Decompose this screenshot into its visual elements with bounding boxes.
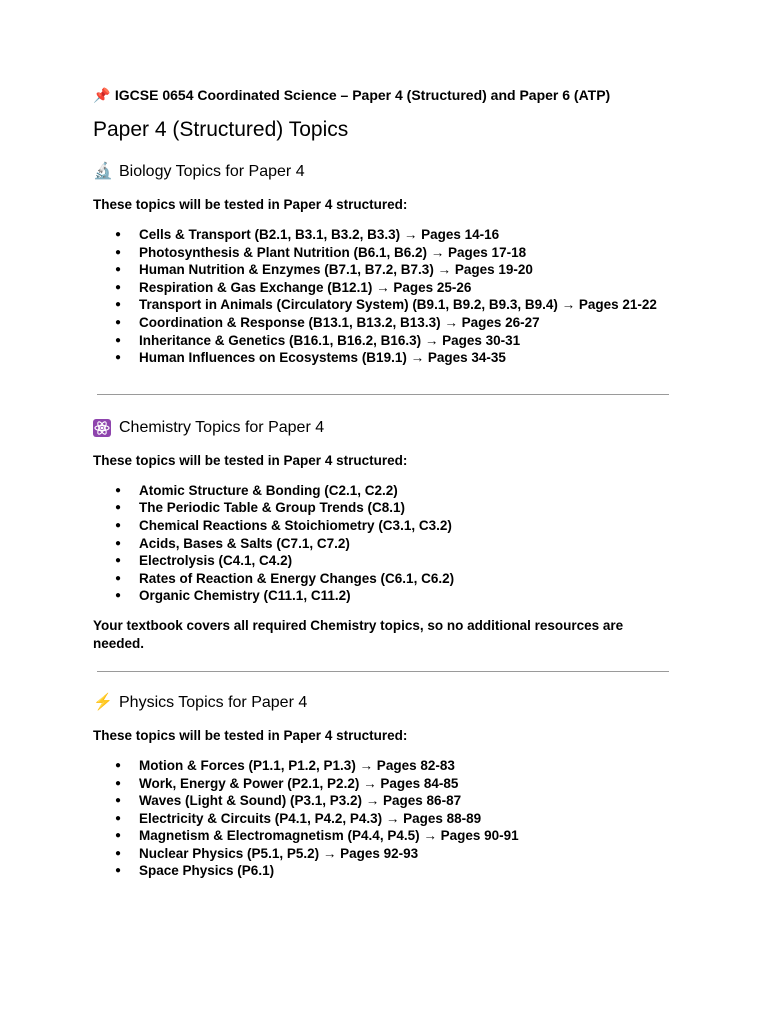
chemistry-heading-text: Chemistry Topics for Paper 4 — [119, 418, 325, 436]
list-item: ● Magnetism & Electromagnetism (P4.4, P4.5) → Pages 90-91 — [115, 827, 670, 845]
list-item: ● Photosynthesis & Plant Nutrition (B6.1, B6.2) → Pages 17-18 — [115, 244, 670, 262]
chemistry-heading — [93, 417, 768, 439]
pushpin-icon: 📌 — [93, 87, 111, 103]
list-item: ● The Periodic Table & Group Trends (C8.1) — [115, 499, 670, 517]
chemistry-note: Your textbook covers all required Chemistry topics, so no additional resources are needed. — [93, 617, 624, 651]
list-item: ● Organic Chemistry (C11.1, C11.2) — [115, 587, 670, 605]
list-item: ● Acids, Bases & Salts (C7.1, C7.2) — [115, 535, 670, 553]
list-item: ● Human Nutrition & Enzymes (B7.1, B7.2, B7.3) → Pages 19-20 — [115, 261, 670, 279]
list-item: ● Electrolysis (C4.1, C4.2) — [115, 552, 670, 570]
biology-heading-text: Biology Topics for Paper 4 — [119, 163, 305, 180]
list-item: ● Transport in Animals (Circulatory System) (B9.1, B9.2, B9.3, B9.4) → Pages 21-22 — [115, 296, 670, 314]
document-header — [93, 86, 768, 104]
page-title: Paper 4 (Structured) Topics — [93, 118, 349, 141]
list-item: ● Human Influences on Ecosystems (B19.1) → Pages 34-35 — [115, 349, 670, 367]
list-item: ● Chemical Reactions & Stoichiometry (C3.1, C3.2) — [115, 517, 670, 535]
list-item: ● Work, Energy & Power (P2.1, P2.2) → Pages 84-85 — [115, 775, 670, 793]
biology-heading — [93, 161, 768, 183]
physics-heading — [93, 692, 768, 714]
list-item: ● Electricity & Circuits (P4.1, P4.2, P4.3) → Pages 88-89 — [115, 810, 670, 828]
physics-topic-list — [93, 757, 670, 880]
chemistry-topic-list — [93, 482, 670, 605]
list-item: ● Respiration & Gas Exchange (B12.1) → Pages 25-26 — [115, 279, 670, 297]
lightning-icon: ⚡ — [93, 693, 113, 711]
list-item: ● Coordination & Response (B13.1, B13.2, B13.3) → Pages 26-27 — [115, 314, 670, 332]
list-item: ● Motion & Forces (P1.1, P1.2, P1.3) → Pages 82-83 — [115, 757, 670, 775]
list-item: ● Nuclear Physics (P5.1, P5.2) → Pages 92-93 — [115, 845, 670, 863]
chemistry-lead: These topics will be tested in Paper 4 structured: — [93, 452, 408, 468]
list-item: ● Cells & Transport (B2.1, B3.1, B3.2, B3.3) → Pages 14-16 — [115, 226, 670, 244]
list-item: ● Rates of Reaction & Energy Changes (C6.1, C6.2) — [115, 570, 670, 588]
list-item: ● Space Physics (P6.1) — [115, 862, 670, 880]
atom-icon — [93, 419, 113, 437]
list-item: ● Inheritance & Genetics (B16.1, B16.2, B16.3) → Pages 30-31 — [115, 332, 670, 350]
list-item: ● Atomic Structure & Bonding (C2.1, C2.2) — [115, 482, 670, 500]
physics-heading-text: Physics Topics for Paper 4 — [119, 693, 308, 711]
microscope-icon: 🔬 — [93, 163, 113, 180]
document-header-text: IGCSE 0654 Coordinated Science – Paper 4 (Structured) and Paper 6 (ATP) — [114, 87, 611, 103]
list-item: ● Waves (Light & Sound) (P3.1, P3.2) → Pages 86-87 — [115, 792, 670, 810]
biology-lead: These topics will be tested in Paper 4 structured: — [93, 197, 408, 212]
biology-topic-list — [93, 226, 670, 367]
physics-lead: These topics will be tested in Paper 4 structured: — [93, 727, 408, 743]
